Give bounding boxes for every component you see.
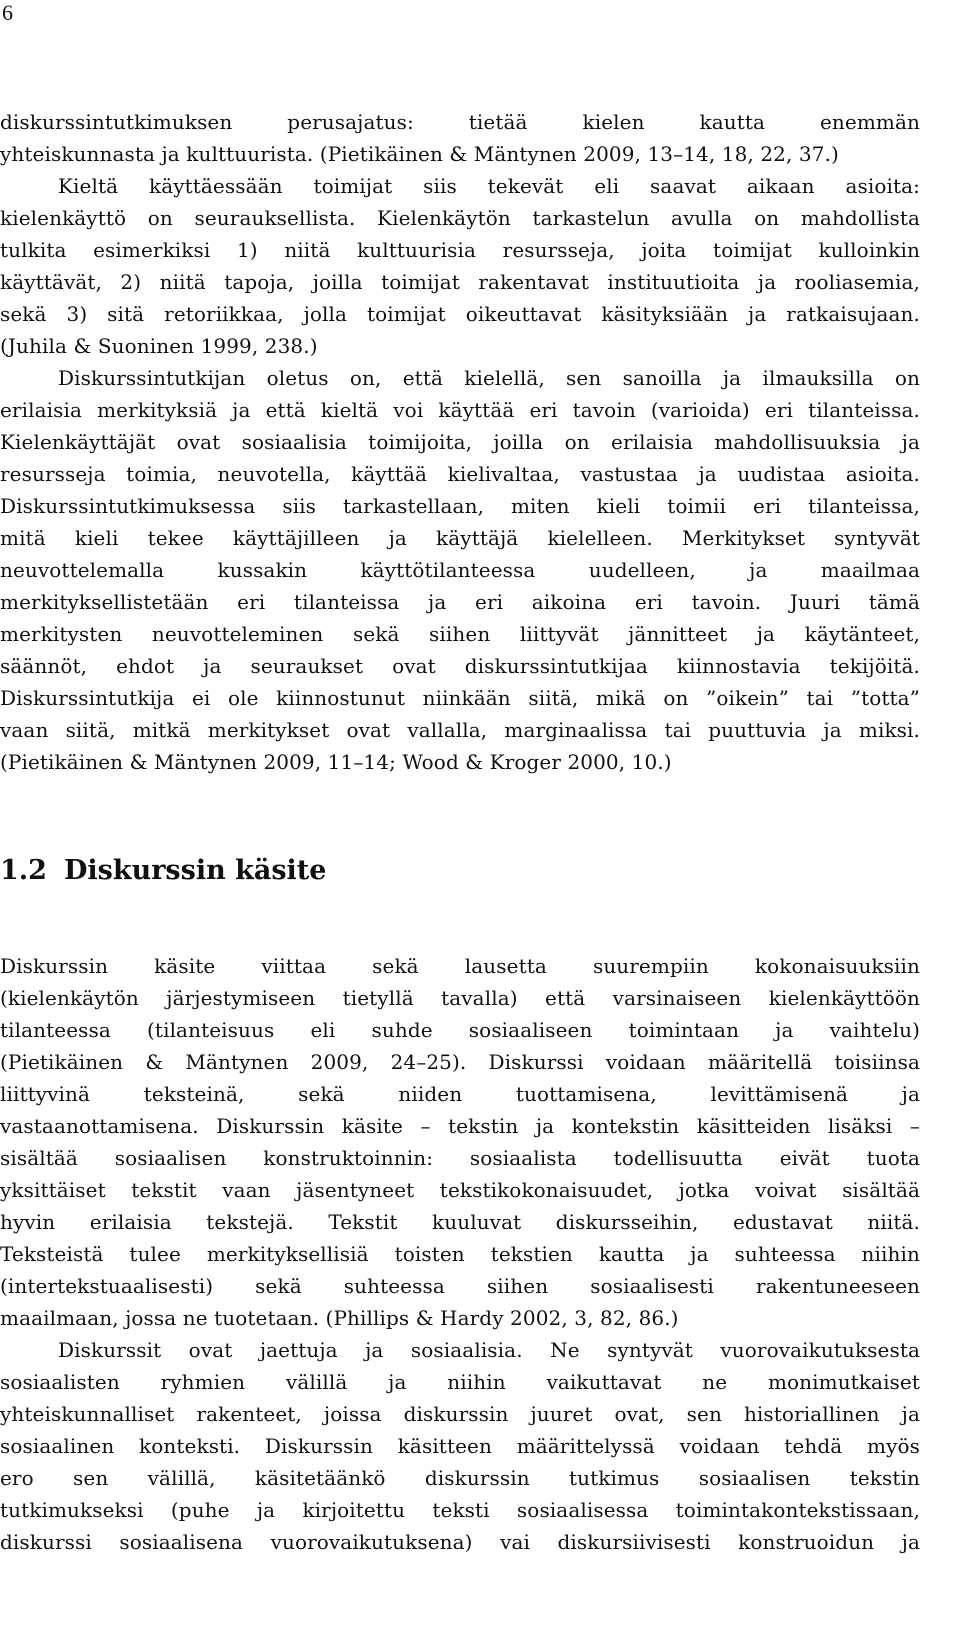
text-line: resursseja toimia, neuvotella, käyttää kielivaltaa, vastustaa ja uudistaa asioita. xyxy=(0,462,920,486)
text-line: ero sen välillä, käsitetäänkö diskurssin tutkimus sosiaalisen tekstin xyxy=(0,1466,920,1490)
text-line: vastaanottamisena. Diskurssin käsite – tekstin ja kontekstin käsitteiden lisäksi – xyxy=(0,1114,920,1138)
section-heading xyxy=(0,853,326,889)
text-line: vaan siitä, mitkä merkitykset ovat vallalla, marginaalissa tai puuttuvia ja miksi. xyxy=(0,718,920,742)
text-line: (kielenkäytön järjestymiseen tietyllä tavalla) että varsinaiseen kielenkäyttöön xyxy=(0,986,920,1010)
text-line: merkitysten neuvotteleminen sekä siihen liittyvät jännitteet ja käytänteet, xyxy=(0,622,920,646)
text-line: Diskurssintutkijan oletus on, että kielellä, sen sanoilla ja ilmauksilla on xyxy=(58,366,920,390)
text-line: (Juhila & Suoninen 1999, 238.) xyxy=(0,334,318,358)
text-line: Kielenkäyttäjät ovat sosiaalisia toimijoita, joilla on erilaisia mahdollisuuksia ja xyxy=(0,430,920,454)
page-number: 6 xyxy=(2,0,13,25)
text-line: yhteiskunnalliset rakenteet, joissa diskurssin juuret ovat, sen historiallinen ja xyxy=(0,1402,920,1426)
text-line: (Pietikäinen & Mäntynen 2009, 11–14; Wood & Kroger 2000, 10.) xyxy=(0,750,672,774)
text-line: diskurssintutkimuksen perusajatus: tietää kielen kautta enemmän xyxy=(0,110,920,134)
text-line: diskurssi sosiaalisena vuorovaikutuksena) vai diskursiivisesti konstruoidun ja xyxy=(0,1530,920,1554)
text-line: kielenkäyttö on seurauksellista. Kielenkäytön tarkastelun avulla on mahdollista xyxy=(0,206,920,230)
text-line: tulkita esimerkiksi 1) niitä kulttuurisia resursseja, joita toimijat kulloinkin xyxy=(0,238,920,262)
text-line: säännöt, ehdot ja seuraukset ovat diskurssintutkijaa kiinnostavia tekijöitä. xyxy=(0,654,920,678)
text-line: sosiaalinen konteksti. Diskurssin käsitteen määrittelyssä voidaan tehdä myös xyxy=(0,1434,920,1458)
text-line: maailmaan, jossa ne tuotetaan. (Phillips & Hardy 2002, 3, 82, 86.) xyxy=(0,1306,679,1330)
text-line: tilanteessa (tilanteisuus eli suhde sosiaaliseen toimintaan ja vaihtelu) xyxy=(0,1018,920,1042)
text-line: erilaisia merkityksiä ja että kieltä voi käyttää eri tavoin (varioida) eri tilanteissa. xyxy=(0,398,920,422)
text-line: mitä kieli tekee käyttäjilleen ja käyttäjä kielelleen. Merkitykset syntyvät xyxy=(0,526,920,550)
text-line: neuvottelemalla kussakin käyttötilanteessa uudelleen, ja maailmaa xyxy=(0,558,920,582)
text-line: Diskurssit ovat jaettuja ja sosiaalisia. Ne syntyvät vuorovaikutuksesta xyxy=(58,1338,920,1362)
text-line: sisältää sosiaalisen konstruktoinnin: sosiaalista todellisuutta eivät tuota xyxy=(0,1146,920,1170)
text-line: käyttävät, 2) niitä tapoja, joilla toimijat rakentavat instituutioita ja rooliasemia, xyxy=(0,270,920,294)
text-line: yksittäiset tekstit vaan jäsentyneet tekstikokonaisuudet, jotka voivat sisältää xyxy=(0,1178,920,1202)
text-line: Diskurssintutkimuksessa siis tarkastellaan, miten kieli toimii eri tilanteissa, xyxy=(0,494,920,518)
text-line: tutkimukseksi (puhe ja kirjoitettu teksti sosiaalisessa toimintakontekstissaan, xyxy=(0,1498,920,1522)
text-line: merkityksellistetään eri tilanteissa ja eri aikoina eri tavoin. Juuri tämä xyxy=(0,590,920,614)
paragraph-block-top xyxy=(0,106,920,778)
text-line: yhteiskunnasta ja kulttuurista. (Pietikäinen & Mäntynen 2009, 13–14, 18, 22, 37.) xyxy=(0,142,839,166)
text-line: (intertekstuaalisesti) sekä suhteessa siihen sosiaalisesti rakentuneeseen xyxy=(0,1274,920,1298)
text-line: sosiaalisten ryhmien välillä ja niihin vaikuttavat ne monimutkaiset xyxy=(0,1370,920,1394)
section-title: Diskurssin käsite xyxy=(64,855,327,886)
text-line: sekä 3) sitä retoriikkaa, jolla toimijat oikeuttavat käsityksiään ja ratkaisujaan. xyxy=(0,302,920,326)
text-line: Diskurssintutkija ei ole kiinnostunut niinkään siitä, mikä on ”oikein” tai ”totta” xyxy=(0,686,920,710)
text-line: Diskurssin käsite viittaa sekä lausetta suurempiin kokonaisuuksiin xyxy=(0,954,920,978)
text-line: Teksteistä tulee merkityksellisiä toisten tekstien kautta ja suhteessa niihin xyxy=(0,1242,920,1266)
text-line: (Pietikäinen & Mäntynen 2009, 24–25). Diskurssi voidaan määritellä toisiinsa xyxy=(0,1050,920,1074)
text-line: Kieltä käyttäessään toimijat siis tekevät eli saavat aikaan asioita: xyxy=(58,174,920,198)
text-line: liittyvinä teksteinä, sekä niiden tuottamisena, levittämisenä ja xyxy=(0,1082,920,1106)
text-line: hyvin erilaisia tekstejä. Tekstit kuuluvat diskursseihin, edustavat niitä. xyxy=(0,1210,920,1234)
paragraph-block-bottom xyxy=(0,950,920,1558)
section-number: 1.2 xyxy=(0,855,47,886)
